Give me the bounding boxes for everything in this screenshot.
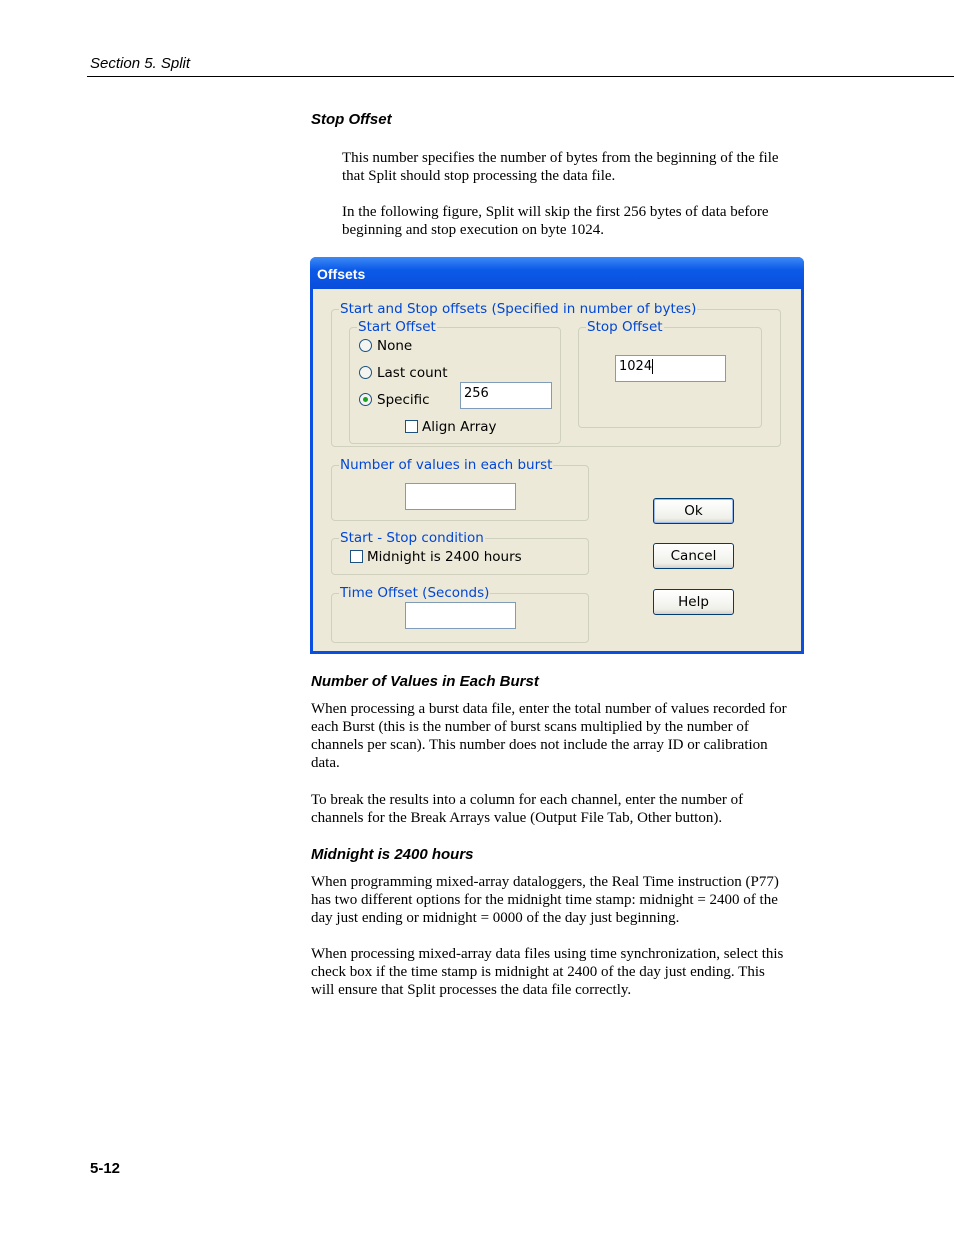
time-offset-label: Time Offset (Seconds) [340,585,490,601]
text-line: that Split should stop processing the data file. [342,168,616,184]
dialog-client-area [313,289,801,651]
midnight-2400-checkbox[interactable] [350,550,363,563]
radio-specific-label[interactable]: Specific [377,392,430,408]
text-cursor [652,359,653,374]
time-offset-input[interactable] [405,602,516,629]
align-array-label[interactable]: Align Array [422,419,497,435]
midnight-2400-label[interactable]: Midnight is 2400 hours [367,549,522,565]
start-offset-label: Start Offset [358,319,436,335]
text-line: To break the results into a column for each channel, enter the number of [311,792,744,808]
radio-specific[interactable] [359,393,372,406]
text-line: When programming mixed-array dataloggers, the Real Time instruction (P77) [311,874,779,890]
page-number: 5-12 [90,1160,121,1177]
text-line: check box if the time stamp is midnight at 2400 of the day just ending. This [311,964,765,980]
align-array-checkbox[interactable] [405,420,418,433]
cancel-button[interactable]: Cancel [653,543,734,569]
stop-offset-label: Stop Offset [587,319,663,335]
burst-paragraph-1 [311,700,787,772]
text-line: channels per scan). This number does not include the array ID or calibration [311,737,768,753]
start-stop-offsets-label: Start and Stop offsets (Specified in number of bytes) [340,301,697,317]
text-line: This number specifies the number of bytes from the beginning of the file [342,150,779,166]
stop-offset-paragraph-1 [342,149,779,185]
start-stop-condition-label: Start - Stop condition [340,530,484,546]
offsets-dialog [310,257,804,654]
radio-last-count[interactable] [359,366,372,379]
burst-paragraph-2 [311,791,743,827]
text-line: channels for the Break Arrays value (Output File Tab, Other button). [311,810,723,826]
section-header: Section 5. Split [90,55,191,72]
stop-offset-heading: Stop Offset [311,111,392,128]
ok-button[interactable]: Ok [653,498,734,524]
values-in-burst-label: Number of values in each burst [340,457,553,473]
values-in-burst-input[interactable] [405,483,516,510]
midnight-paragraph-1 [311,873,779,927]
header-rule [87,76,954,77]
radio-selected-dot [363,397,368,402]
dialog-titlebar[interactable] [310,257,804,289]
midnight-heading: Midnight is 2400 hours [311,846,474,863]
text-line: will ensure that Split processes the data file correctly. [311,982,632,998]
text-line: has two different options for the midnight time stamp: midnight = 2400 of the [311,892,778,908]
text-line: In the following figure, Split will skip the first 256 bytes of data before [342,204,769,220]
specific-offset-input[interactable]: 256 [460,382,552,409]
text-line: each Burst (this is the number of burst scans multiplied by the number of [311,719,749,735]
help-button[interactable]: Help [653,589,734,615]
text-line: When processing mixed-array data files using time synchronization, select this [311,946,784,962]
radio-none[interactable] [359,339,372,352]
text-line: beginning and stop execution on byte 1024. [342,222,605,238]
dialog-title: Offsets [317,266,366,282]
stop-offset-value: 1024 [619,359,653,374]
stop-offset-paragraph-2 [342,203,769,239]
text-line: day just ending or midnight = 0000 of the day just beginning. [311,910,680,926]
midnight-paragraph-2 [311,945,783,999]
radio-none-label[interactable]: None [377,338,413,354]
text-line: data. [311,755,340,771]
text-line: When processing a burst data file, enter the total number of values recorded for [311,701,787,717]
burst-heading: Number of Values in Each Burst [311,673,539,690]
stop-offset-input[interactable] [615,355,726,382]
radio-last-count-label[interactable]: Last count [377,365,448,381]
